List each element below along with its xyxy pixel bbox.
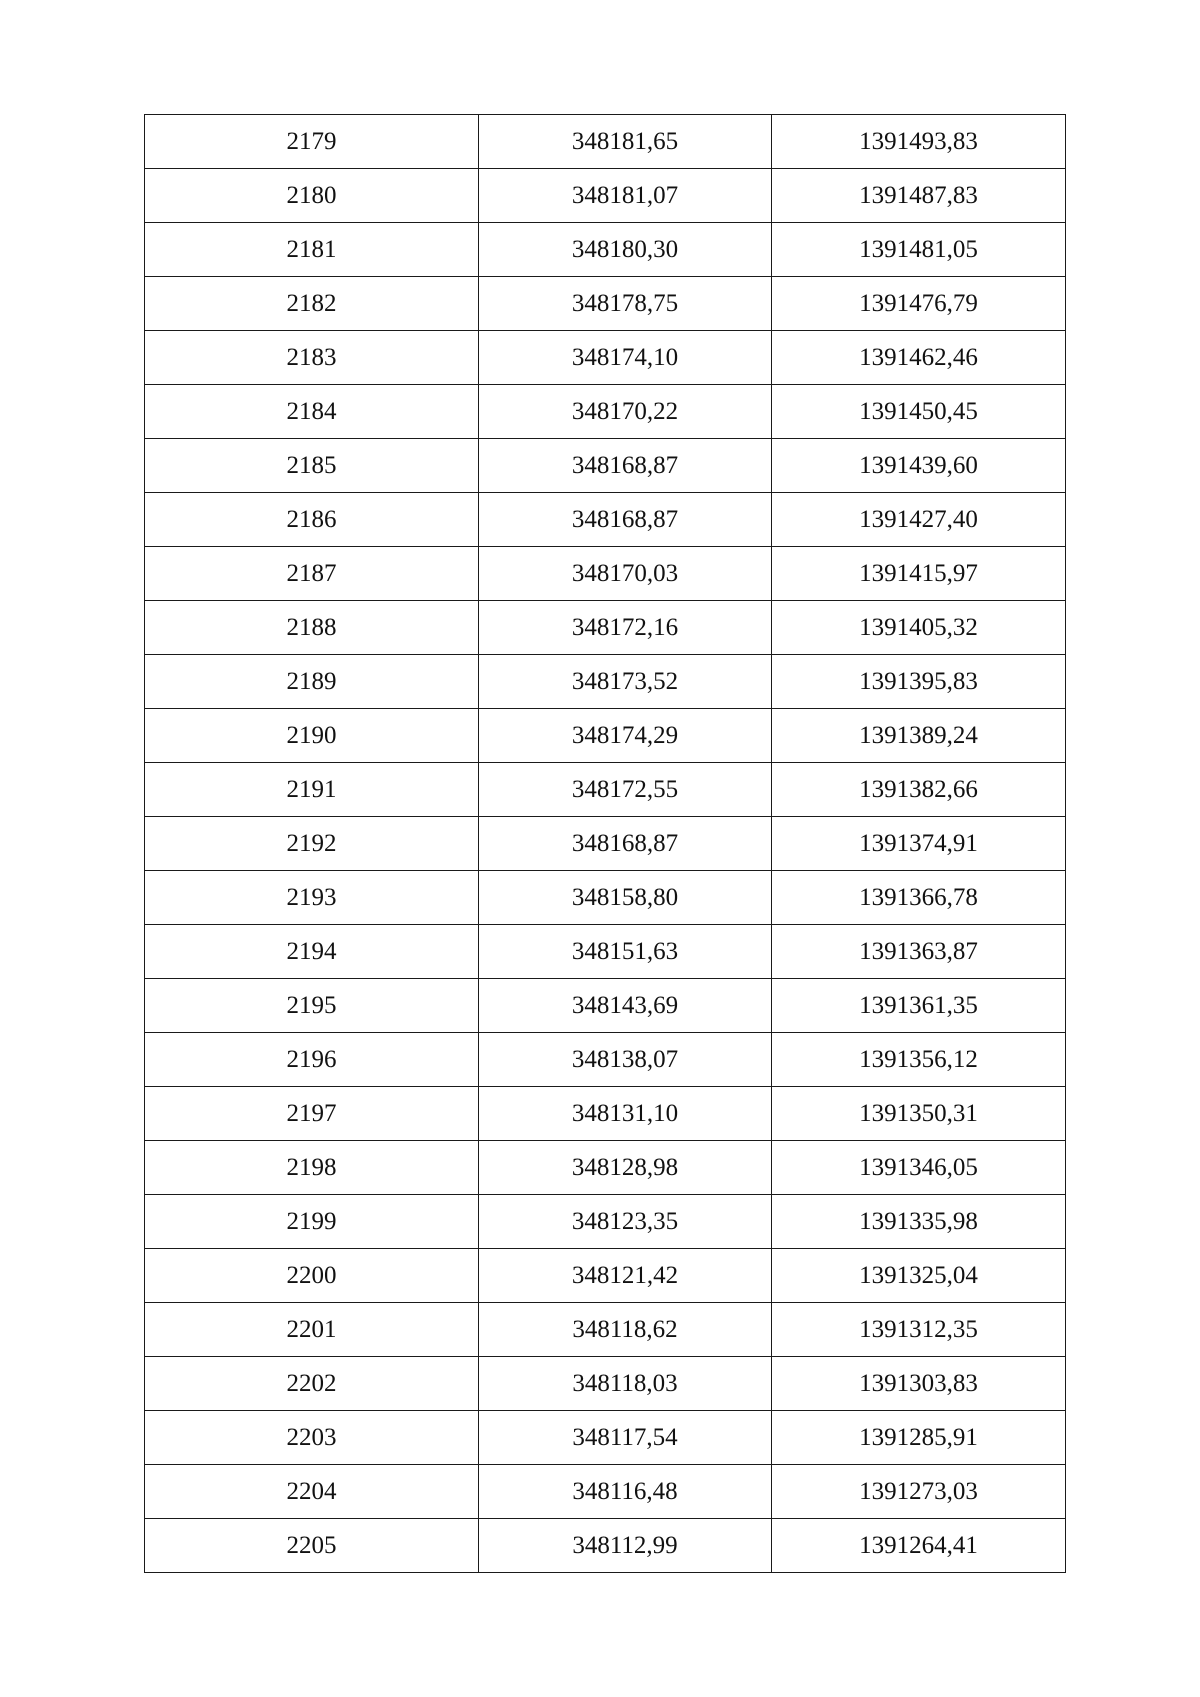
point-number-cell: 2186: [145, 493, 479, 547]
point-number-cell: 2197: [145, 1087, 479, 1141]
x-coordinate-cell: 348170,22: [479, 385, 772, 439]
y-coordinate-cell: 1391366,78: [772, 871, 1066, 925]
y-coordinate-cell: 1391415,97: [772, 547, 1066, 601]
y-coordinate-cell: 1391273,03: [772, 1465, 1066, 1519]
point-number-cell: 2180: [145, 169, 479, 223]
table-row: [145, 493, 1066, 547]
point-number-cell: 2187: [145, 547, 479, 601]
x-coordinate-cell: 348118,03: [479, 1357, 772, 1411]
table-row: [145, 1303, 1066, 1357]
table-row: [145, 1465, 1066, 1519]
table-row: [145, 1033, 1066, 1087]
y-coordinate-cell: 1391476,79: [772, 277, 1066, 331]
x-coordinate-cell: 348181,65: [479, 115, 772, 169]
y-coordinate-cell: 1391346,05: [772, 1141, 1066, 1195]
x-coordinate-cell: 348178,75: [479, 277, 772, 331]
point-number-cell: 2193: [145, 871, 479, 925]
x-coordinate-cell: 348170,03: [479, 547, 772, 601]
table-row: [145, 1411, 1066, 1465]
y-coordinate-cell: 1391427,40: [772, 493, 1066, 547]
point-number-cell: 2185: [145, 439, 479, 493]
table-row: [145, 1519, 1066, 1573]
y-coordinate-cell: 1391363,87: [772, 925, 1066, 979]
x-coordinate-cell: 348173,52: [479, 655, 772, 709]
x-coordinate-cell: 348174,29: [479, 709, 772, 763]
x-coordinate-cell: 348181,07: [479, 169, 772, 223]
point-number-cell: 2189: [145, 655, 479, 709]
point-number-cell: 2183: [145, 331, 479, 385]
table-row: [145, 223, 1066, 277]
y-coordinate-cell: 1391312,35: [772, 1303, 1066, 1357]
x-coordinate-cell: 348168,87: [479, 817, 772, 871]
table-row: [145, 1249, 1066, 1303]
table-row: [145, 979, 1066, 1033]
coordinates-table: [144, 114, 1066, 1573]
table-row: [145, 169, 1066, 223]
y-coordinate-cell: 1391481,05: [772, 223, 1066, 277]
point-number-cell: 2181: [145, 223, 479, 277]
point-number-cell: 2192: [145, 817, 479, 871]
table-row: [145, 655, 1066, 709]
point-number-cell: 2179: [145, 115, 479, 169]
table-row: [145, 1357, 1066, 1411]
point-number-cell: 2182: [145, 277, 479, 331]
point-number-cell: 2202: [145, 1357, 479, 1411]
y-coordinate-cell: 1391405,32: [772, 601, 1066, 655]
y-coordinate-cell: 1391462,46: [772, 331, 1066, 385]
x-coordinate-cell: 348172,16: [479, 601, 772, 655]
y-coordinate-cell: 1391285,91: [772, 1411, 1066, 1465]
table-row: [145, 439, 1066, 493]
x-coordinate-cell: 348172,55: [479, 763, 772, 817]
x-coordinate-cell: 348174,10: [479, 331, 772, 385]
table-row: [145, 331, 1066, 385]
y-coordinate-cell: 1391335,98: [772, 1195, 1066, 1249]
table-row: [145, 1141, 1066, 1195]
y-coordinate-cell: 1391487,83: [772, 169, 1066, 223]
x-coordinate-cell: 348138,07: [479, 1033, 772, 1087]
table-row: [145, 115, 1066, 169]
table-row: [145, 277, 1066, 331]
x-coordinate-cell: 348118,62: [479, 1303, 772, 1357]
y-coordinate-cell: 1391350,31: [772, 1087, 1066, 1141]
table-row: [145, 1087, 1066, 1141]
y-coordinate-cell: 1391382,66: [772, 763, 1066, 817]
x-coordinate-cell: 348180,30: [479, 223, 772, 277]
x-coordinate-cell: 348168,87: [479, 493, 772, 547]
x-coordinate-cell: 348151,63: [479, 925, 772, 979]
x-coordinate-cell: 348143,69: [479, 979, 772, 1033]
x-coordinate-cell: 348117,54: [479, 1411, 772, 1465]
table-row: [145, 709, 1066, 763]
x-coordinate-cell: 348123,35: [479, 1195, 772, 1249]
x-coordinate-cell: 348112,99: [479, 1519, 772, 1573]
y-coordinate-cell: 1391493,83: [772, 115, 1066, 169]
point-number-cell: 2196: [145, 1033, 479, 1087]
x-coordinate-cell: 348158,80: [479, 871, 772, 925]
coordinates-table-body: [145, 115, 1066, 1573]
table-row: [145, 385, 1066, 439]
point-number-cell: 2200: [145, 1249, 479, 1303]
point-number-cell: 2199: [145, 1195, 479, 1249]
x-coordinate-cell: 348131,10: [479, 1087, 772, 1141]
point-number-cell: 2203: [145, 1411, 479, 1465]
y-coordinate-cell: 1391395,83: [772, 655, 1066, 709]
point-number-cell: 2188: [145, 601, 479, 655]
y-coordinate-cell: 1391439,60: [772, 439, 1066, 493]
y-coordinate-cell: 1391361,35: [772, 979, 1066, 1033]
point-number-cell: 2201: [145, 1303, 479, 1357]
table-row: [145, 871, 1066, 925]
y-coordinate-cell: 1391389,24: [772, 709, 1066, 763]
point-number-cell: 2198: [145, 1141, 479, 1195]
y-coordinate-cell: 1391303,83: [772, 1357, 1066, 1411]
y-coordinate-cell: 1391450,45: [772, 385, 1066, 439]
y-coordinate-cell: 1391374,91: [772, 817, 1066, 871]
table-row: [145, 1195, 1066, 1249]
point-number-cell: 2191: [145, 763, 479, 817]
x-coordinate-cell: 348168,87: [479, 439, 772, 493]
point-number-cell: 2184: [145, 385, 479, 439]
y-coordinate-cell: 1391325,04: [772, 1249, 1066, 1303]
y-coordinate-cell: 1391356,12: [772, 1033, 1066, 1087]
point-number-cell: 2204: [145, 1465, 479, 1519]
table-row: [145, 763, 1066, 817]
point-number-cell: 2190: [145, 709, 479, 763]
point-number-cell: 2195: [145, 979, 479, 1033]
y-coordinate-cell: 1391264,41: [772, 1519, 1066, 1573]
x-coordinate-cell: 348128,98: [479, 1141, 772, 1195]
point-number-cell: 2194: [145, 925, 479, 979]
table-row: [145, 547, 1066, 601]
table-row: [145, 925, 1066, 979]
x-coordinate-cell: 348116,48: [479, 1465, 772, 1519]
table-row: [145, 817, 1066, 871]
table-row: [145, 601, 1066, 655]
x-coordinate-cell: 348121,42: [479, 1249, 772, 1303]
point-number-cell: 2205: [145, 1519, 479, 1573]
